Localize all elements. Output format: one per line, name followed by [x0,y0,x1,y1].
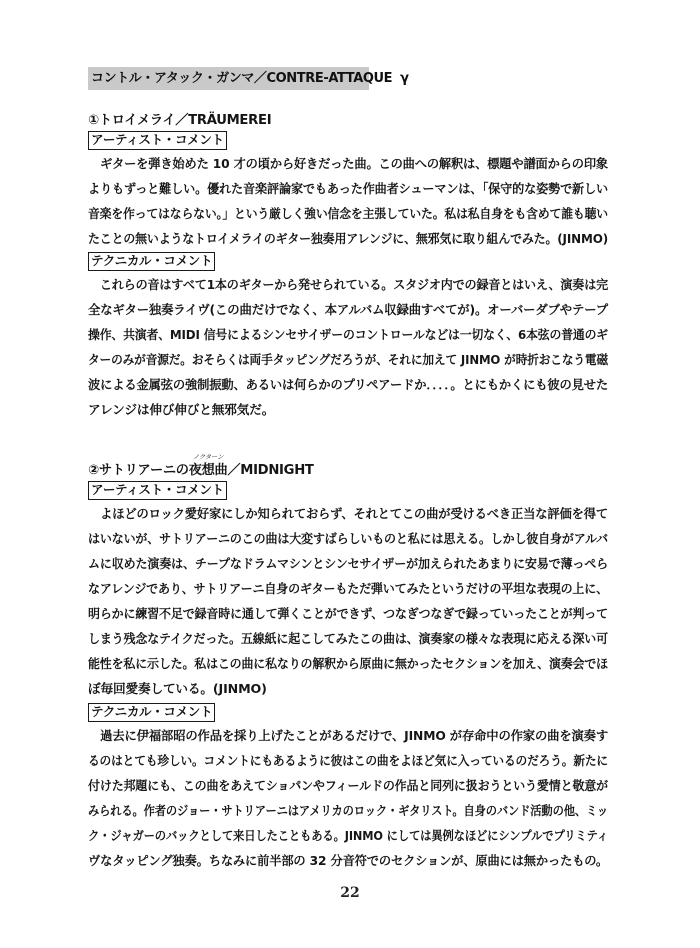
text-line: これらの音はすべて1本のギターから発せられている。スタジオ内での録音とはいえ、演奏は完 [88,277,608,292]
track-2-technical-comment-label: テクニカル・コメント [88,703,215,722]
track-1-technical-comment-text [88,272,610,422]
text-line: たことの無いようなトロイメライのギター独奏用アレンジに、無邪気に取り組んでみた。(JINMO) [88,231,608,246]
album-header [88,67,409,90]
text-line: 付けた邦題にも、この曲をあえてショパンやフィールドの作品と同列に扱おうという愛情と敬意が [88,778,608,793]
text-line: ヴなタッピング独奏。ちなみに前半部の 32 分音符でのセクションが、原曲には無かったもの。 [88,853,608,868]
track-1-artist-comment-text [88,151,610,251]
text-line: 操作、共演者、MIDI 信号によるシンセサイザーのコントロールなどは一切なく、6本弦の普通のギ [88,327,608,342]
text-line: アレンジは伸び伸びと無邪気だ。 [88,402,275,417]
text-line: ク・ジャガーのバックとして来日したこともある。JINMO にしては異例なほどにシンプルでプリミティ [88,828,608,843]
track-2-title-prefix: ②サトリアーニの [88,463,189,478]
text-line: 明らかに練習不足で録音時に通して弾くことができず、つなぎつなぎで録っていったことが判って [88,606,608,621]
text-line: よりもずっと難しい。優れた音楽評論家でもあった作曲者シューマンは、「保守的な姿勢で新しい [88,181,608,196]
text-line: 音楽を作ってはならない。」という厳しく強い信念を主張していた。私は私自身をも含めて誰も聴い [88,206,608,221]
track-2-title [88,453,314,480]
page-number: 22 [340,885,360,901]
track-2-artist-comment-label: アーティスト・コメント [88,481,227,500]
album-title: コントル・アタック・ガンマ／CONTRE-ATTAQUE [91,71,393,86]
ruby-annotation: ノクターン [192,453,224,461]
text-line: はいないが、サトリアーニのこの曲は大変すばらしいものと私には思える。しかし彼自身がアルバ [88,531,608,546]
text-line: 全なギター独奏ライヴ(この曲だけでなく、本アルバム収録曲すべてが)。オーバーダブやテープ [88,302,608,317]
track-2-artist-comment-text [88,501,610,701]
ruby-base: 夜想 [188,463,215,478]
greek-letter: γ [400,71,409,86]
track-2-title-suffix: 曲／MIDNIGHT [214,463,314,478]
track-1-artist-comment-label: アーティスト・コメント [88,131,227,150]
text-line: 波による金属弦の強制振動、あるいは何らかのプリペアードか．．．．。とにもかくにも彼の見せた [88,377,608,392]
text-line: 過去に伊福部昭の作品を採り上げたことがあるだけで、JINMO が存命中の作家の曲を演奏す [88,728,608,743]
text-line: ぼ毎回愛奏している。(JINMO) [88,681,267,696]
track-1-title: ①トロイメライ／TRÄUMEREI [88,113,272,128]
text-line: しまう残念なテイクだった。五線紙に起こしてみたこの曲は、演奏家の様々な表現に応える深い可 [88,631,608,646]
text-line: みられる。作者のジョー・サトリアーニはアメリカのロック・ギタリスト。自身のバンド活動の他、ミッ [88,803,608,818]
text-line: るのはとても珍しい。コメントにもあるように彼はこの曲をよほど気に入っているのだろう。新たに [88,753,608,768]
text-line: よほどのロック愛好家にしか知られておらず、それとてこの曲が受けるべき正当な評価を得て [88,506,608,521]
track-1-technical-comment-label: テクニカル・コメント [88,252,215,271]
text-line: ムに収めた演奏は、チープなドラムマシンとシンセサイザーが加えられたあまりに安易で薄っぺら [88,556,608,571]
text-line: ターのみが音源だ。おそらくは両手タッピングだろうが、それに加えて JINMO が時折おこなう電磁 [88,352,608,367]
text-line: ギターを弾き始めた 10 才の頃から好きだった曲。この曲への解釈は、標題や譜面からの印象 [88,156,608,171]
text-line: 能性を私に示した。私はこの曲に私なりの解釈から原曲に無かったセクションを加え、演奏会でほ [88,656,608,671]
text-line: なアレンジであり、サトリアーニ自身のギターもただ弾いてみたというだけの平坦な表現の上に、 [88,581,608,596]
track-2-title-ruby [188,453,224,480]
track-2-technical-comment-text [88,723,610,873]
